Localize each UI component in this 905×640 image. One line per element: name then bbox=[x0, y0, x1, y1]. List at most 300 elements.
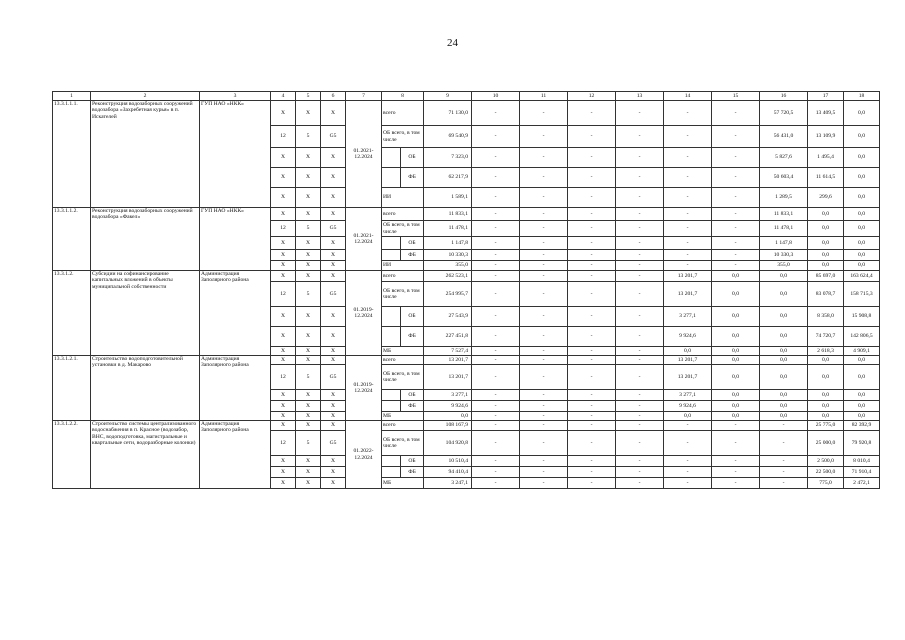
cell-col12: - bbox=[568, 307, 616, 327]
cell-col9: 10 330,3 bbox=[424, 250, 472, 261]
cell-col13: - bbox=[616, 101, 664, 126]
funding-source: ОБ всего, в том числе bbox=[382, 282, 424, 307]
cell-col14: - bbox=[664, 250, 712, 261]
cell-col4: X bbox=[271, 390, 296, 401]
table-row bbox=[53, 208, 880, 221]
cell-col15: - bbox=[712, 467, 760, 478]
cell-col13: - bbox=[616, 271, 664, 282]
cell-col18: 4 909,1 bbox=[844, 347, 880, 356]
cell-col14: - bbox=[664, 261, 712, 271]
cell-col5: X bbox=[296, 327, 321, 347]
cell-col13: - bbox=[616, 456, 664, 467]
cell-col16: - bbox=[760, 478, 808, 489]
cell-col15: 0,0 bbox=[712, 390, 760, 401]
funding-source: ФБ bbox=[401, 467, 424, 478]
item-period: 01.2019-12.2024 bbox=[346, 356, 382, 421]
cell-col16: 5 827,6 bbox=[760, 148, 808, 168]
cell-col9: 227 451,8 bbox=[424, 327, 472, 347]
cell-col16: 57 720,5 bbox=[760, 101, 808, 126]
cell-col16: 355,0 bbox=[760, 261, 808, 271]
cell-col13: - bbox=[616, 412, 664, 421]
cell-col5: 5 bbox=[296, 431, 321, 456]
funding-source: ИИ bbox=[382, 261, 424, 271]
financing-table bbox=[52, 91, 880, 489]
cell-col15: 0,0 bbox=[712, 282, 760, 307]
cell-col9: 62 217,9 bbox=[424, 168, 472, 188]
cell-col11: - bbox=[520, 271, 568, 282]
cell-col15: - bbox=[712, 101, 760, 126]
cell-col9: 11 478,1 bbox=[424, 221, 472, 237]
cell-spacer bbox=[382, 327, 401, 347]
funding-source: МБ bbox=[382, 478, 424, 489]
cell-col12: - bbox=[568, 456, 616, 467]
cell-col13: - bbox=[616, 237, 664, 250]
cell-col9: 108 167,9 bbox=[424, 421, 472, 431]
cell-col9: 1 147,8 bbox=[424, 237, 472, 250]
cell-col5: X bbox=[296, 390, 321, 401]
cell-col16: 0,0 bbox=[760, 390, 808, 401]
cell-col16: - bbox=[760, 467, 808, 478]
funding-source: ОБ всего, в том числе bbox=[382, 221, 424, 237]
cell-col6: X bbox=[321, 101, 346, 126]
cell-col6: X bbox=[321, 271, 346, 282]
cell-col12: - bbox=[568, 250, 616, 261]
cell-col12: - bbox=[568, 401, 616, 412]
cell-col6: X bbox=[321, 478, 346, 489]
cell-col17: 25 000,0 bbox=[808, 431, 844, 456]
cell-col14: - bbox=[664, 126, 712, 148]
cell-col16: - bbox=[760, 431, 808, 456]
item-executor: ГУП НАО «НКК» bbox=[200, 208, 271, 271]
cell-col10: - bbox=[472, 390, 520, 401]
cell-col13: - bbox=[616, 421, 664, 431]
cell-col13: - bbox=[616, 168, 664, 188]
cell-col9: 27 543,9 bbox=[424, 307, 472, 327]
cell-col14: - bbox=[664, 208, 712, 221]
cell-col15: 0,0 bbox=[712, 347, 760, 356]
item-code: 13.3.1.1.1. bbox=[53, 101, 91, 208]
cell-col6: X bbox=[321, 250, 346, 261]
cell-col9: 71 130,0 bbox=[424, 101, 472, 126]
cell-col14: 0,0 bbox=[664, 412, 712, 421]
cell-col11: - bbox=[520, 401, 568, 412]
cell-col14: - bbox=[664, 188, 712, 208]
cell-col6: X bbox=[321, 467, 346, 478]
cell-col17: 1 495,4 bbox=[808, 148, 844, 168]
cell-col11: - bbox=[520, 456, 568, 467]
cell-col10: - bbox=[472, 250, 520, 261]
cell-col13: - bbox=[616, 250, 664, 261]
cell-col9: 7 527,4 bbox=[424, 347, 472, 356]
cell-col11: - bbox=[520, 467, 568, 478]
cell-col11: - bbox=[520, 356, 568, 365]
cell-col13: - bbox=[616, 390, 664, 401]
cell-col17: 2 500,0 bbox=[808, 456, 844, 467]
cell-col4: X bbox=[271, 237, 296, 250]
cell-col18: 0,0 bbox=[844, 250, 880, 261]
cell-col5: 5 bbox=[296, 365, 321, 390]
cell-col4: X bbox=[271, 208, 296, 221]
cell-col11: - bbox=[520, 390, 568, 401]
column-header-18: 18 bbox=[844, 92, 880, 101]
cell-col6: X bbox=[321, 188, 346, 208]
cell-col5: 5 bbox=[296, 282, 321, 307]
cell-col6: X bbox=[321, 412, 346, 421]
funding-source: всего bbox=[382, 356, 424, 365]
cell-col16: 0,0 bbox=[760, 412, 808, 421]
cell-col17: 83 078,7 bbox=[808, 282, 844, 307]
cell-col9: 262 523,1 bbox=[424, 271, 472, 282]
cell-col4: X bbox=[271, 401, 296, 412]
item-name: Строительство водоподготовительной установки в д. Макарово bbox=[91, 356, 200, 421]
cell-col5: X bbox=[296, 401, 321, 412]
cell-col11: - bbox=[520, 126, 568, 148]
column-header-14: 14 bbox=[664, 92, 712, 101]
cell-col10: - bbox=[472, 347, 520, 356]
cell-col6: X bbox=[321, 208, 346, 221]
cell-col4: X bbox=[271, 101, 296, 126]
cell-col4: X bbox=[271, 148, 296, 168]
cell-col4: X bbox=[271, 347, 296, 356]
funding-source: МБ bbox=[382, 412, 424, 421]
funding-source: ОБ bbox=[401, 390, 424, 401]
column-header-11: 11 bbox=[520, 92, 568, 101]
cell-col17: 0,0 bbox=[808, 412, 844, 421]
page-number: 24 bbox=[447, 37, 458, 49]
cell-col14: - bbox=[664, 478, 712, 489]
cell-col12: - bbox=[568, 347, 616, 356]
cell-col9: 1 589,1 bbox=[424, 188, 472, 208]
cell-col14: 13 201,7 bbox=[664, 356, 712, 365]
cell-col16: 11 478,1 bbox=[760, 221, 808, 237]
cell-col16: 0,0 bbox=[760, 327, 808, 347]
cell-col9: 254 995,7 bbox=[424, 282, 472, 307]
cell-col10: - bbox=[472, 168, 520, 188]
cell-col5: X bbox=[296, 148, 321, 168]
item-name: Строительство системы централизованного водоснабжения в п. Красное (водозабор, ВНС, водоподготовка, магистральные и квартальные сети, водоразборные колонки) bbox=[91, 421, 200, 489]
cell-col11: - bbox=[520, 101, 568, 126]
table-row bbox=[53, 356, 880, 365]
cell-col15: - bbox=[712, 148, 760, 168]
cell-col16: 56 431,0 bbox=[760, 126, 808, 148]
cell-col11: - bbox=[520, 365, 568, 390]
cell-col15: - bbox=[712, 188, 760, 208]
funding-source: ФБ bbox=[401, 327, 424, 347]
column-header-17: 17 bbox=[808, 92, 844, 101]
cell-col16: 0,0 bbox=[760, 401, 808, 412]
cell-col5: X bbox=[296, 188, 321, 208]
cell-col12: - bbox=[568, 478, 616, 489]
cell-col15: 0,0 bbox=[712, 412, 760, 421]
cell-col17: 8 358,0 bbox=[808, 307, 844, 327]
item-name: Реконструкция водозаборных сооружений водозабора «Захребетная курья» в п. Искателей bbox=[91, 101, 200, 208]
funding-source: ОБ bbox=[401, 148, 424, 168]
cell-col15: 0,0 bbox=[712, 365, 760, 390]
cell-col9: 13 201,7 bbox=[424, 356, 472, 365]
cell-col12: - bbox=[568, 188, 616, 208]
cell-col5: X bbox=[296, 412, 321, 421]
cell-col14: - bbox=[664, 421, 712, 431]
funding-source: всего bbox=[382, 208, 424, 221]
cell-col16: 1 289,5 bbox=[760, 188, 808, 208]
cell-col15: - bbox=[712, 456, 760, 467]
cell-col12: - bbox=[568, 365, 616, 390]
column-header-13: 13 bbox=[616, 92, 664, 101]
cell-col6: G5 bbox=[321, 431, 346, 456]
cell-col6: X bbox=[321, 148, 346, 168]
cell-col13: - bbox=[616, 307, 664, 327]
cell-col6: X bbox=[321, 237, 346, 250]
cell-col17: 0,0 bbox=[808, 250, 844, 261]
cell-col16: 50 603,4 bbox=[760, 168, 808, 188]
cell-col14: - bbox=[664, 101, 712, 126]
cell-col15: - bbox=[712, 237, 760, 250]
cell-col18: 0,0 bbox=[844, 237, 880, 250]
cell-col13: - bbox=[616, 126, 664, 148]
cell-col6: X bbox=[321, 307, 346, 327]
cell-col18: 0,0 bbox=[844, 126, 880, 148]
cell-col5: X bbox=[296, 237, 321, 250]
cell-col11: - bbox=[520, 208, 568, 221]
cell-col10: - bbox=[472, 221, 520, 237]
item-name: Реконструкция водозаборных сооружений водозабора «Факел» bbox=[91, 208, 200, 271]
cell-spacer bbox=[382, 390, 401, 401]
cell-col10: - bbox=[472, 401, 520, 412]
item-code: 13.3.1.2. bbox=[53, 271, 91, 356]
cell-col9: 7 323,0 bbox=[424, 148, 472, 168]
cell-col16: 0,0 bbox=[760, 307, 808, 327]
cell-col4: X bbox=[271, 250, 296, 261]
cell-col9: 13 201,7 bbox=[424, 365, 472, 390]
funding-source: ОБ всего, в том числе bbox=[382, 431, 424, 456]
cell-col18: 71 910,4 bbox=[844, 467, 880, 478]
cell-col15: 0,0 bbox=[712, 356, 760, 365]
cell-col17: 13 109,9 bbox=[808, 126, 844, 148]
cell-col11: - bbox=[520, 148, 568, 168]
item-period: 01.2021-12.2024 bbox=[346, 208, 382, 271]
cell-col5: X bbox=[296, 456, 321, 467]
cell-spacer bbox=[382, 250, 401, 261]
cell-col18: 0,0 bbox=[844, 188, 880, 208]
cell-col17: 25 775,0 bbox=[808, 421, 844, 431]
cell-col4: X bbox=[271, 467, 296, 478]
cell-col18: 0,0 bbox=[844, 148, 880, 168]
cell-col15: - bbox=[712, 126, 760, 148]
cell-col10: - bbox=[472, 456, 520, 467]
cell-col12: - bbox=[568, 168, 616, 188]
cell-col9: 104 920,8 bbox=[424, 431, 472, 456]
cell-col10: - bbox=[472, 126, 520, 148]
cell-col14: - bbox=[664, 148, 712, 168]
cell-col6: X bbox=[321, 456, 346, 467]
column-header-9: 9 bbox=[424, 92, 472, 101]
cell-col10: - bbox=[472, 412, 520, 421]
cell-col4: X bbox=[271, 478, 296, 489]
cell-col18: 0,0 bbox=[844, 168, 880, 188]
cell-col18: 2 472,1 bbox=[844, 478, 880, 489]
cell-col15: 0,0 bbox=[712, 327, 760, 347]
cell-col15: 0,0 bbox=[712, 307, 760, 327]
cell-spacer bbox=[382, 168, 401, 188]
cell-col13: - bbox=[616, 261, 664, 271]
cell-col17: 0,0 bbox=[808, 208, 844, 221]
item-code: 13.3.1.1.2. bbox=[53, 208, 91, 271]
funding-source: ФБ bbox=[401, 168, 424, 188]
item-executor: Администрация Заполярного района bbox=[200, 421, 271, 489]
cell-col18: 8 010,4 bbox=[844, 456, 880, 467]
cell-col13: - bbox=[616, 221, 664, 237]
cell-col4: 12 bbox=[271, 431, 296, 456]
cell-col6: G5 bbox=[321, 282, 346, 307]
funding-source: ФБ bbox=[401, 401, 424, 412]
cell-col16: - bbox=[760, 456, 808, 467]
cell-col4: X bbox=[271, 356, 296, 365]
cell-col16: 0,0 bbox=[760, 356, 808, 365]
item-executor: ГУП НАО «НКК» bbox=[200, 101, 271, 208]
cell-spacer bbox=[382, 467, 401, 478]
cell-col10: - bbox=[472, 282, 520, 307]
cell-col4: X bbox=[271, 168, 296, 188]
cell-col11: - bbox=[520, 237, 568, 250]
cell-col16: - bbox=[760, 421, 808, 431]
funding-source: ИИ bbox=[382, 188, 424, 208]
cell-col16: 11 833,1 bbox=[760, 208, 808, 221]
funding-source: всего bbox=[382, 271, 424, 282]
cell-col10: - bbox=[472, 307, 520, 327]
cell-col5: X bbox=[296, 168, 321, 188]
item-code: 13.3.1.2.2. bbox=[53, 421, 91, 489]
cell-spacer bbox=[382, 307, 401, 327]
cell-col14: 3 277,1 bbox=[664, 307, 712, 327]
cell-col13: - bbox=[616, 365, 664, 390]
cell-col17: 74 720,7 bbox=[808, 327, 844, 347]
cell-col10: - bbox=[472, 261, 520, 271]
item-period: 01.2019-12.2024 bbox=[346, 271, 382, 356]
cell-col14: - bbox=[664, 431, 712, 456]
cell-col13: - bbox=[616, 467, 664, 478]
cell-col17: 0,0 bbox=[808, 365, 844, 390]
cell-col14: 9 924,6 bbox=[664, 327, 712, 347]
cell-col16: 10 330,3 bbox=[760, 250, 808, 261]
cell-col5: 5 bbox=[296, 126, 321, 148]
cell-col17: 85 697,0 bbox=[808, 271, 844, 282]
cell-col14: - bbox=[664, 221, 712, 237]
funding-source: всего bbox=[382, 421, 424, 431]
cell-col6: X bbox=[321, 261, 346, 271]
cell-spacer bbox=[382, 237, 401, 250]
cell-col11: - bbox=[520, 188, 568, 208]
cell-col9: 355,0 bbox=[424, 261, 472, 271]
cell-col5: X bbox=[296, 307, 321, 327]
cell-col17: 775,0 bbox=[808, 478, 844, 489]
cell-col5: X bbox=[296, 271, 321, 282]
cell-col4: 12 bbox=[271, 365, 296, 390]
cell-col4: 12 bbox=[271, 221, 296, 237]
cell-spacer bbox=[382, 401, 401, 412]
cell-col13: - bbox=[616, 208, 664, 221]
cell-col10: - bbox=[472, 237, 520, 250]
cell-col12: - bbox=[568, 467, 616, 478]
cell-col17: 299,6 bbox=[808, 188, 844, 208]
cell-col13: - bbox=[616, 356, 664, 365]
cell-col11: - bbox=[520, 250, 568, 261]
cell-col12: - bbox=[568, 421, 616, 431]
cell-col4: X bbox=[271, 421, 296, 431]
cell-col18: 0,0 bbox=[844, 261, 880, 271]
cell-col12: - bbox=[568, 271, 616, 282]
cell-col6: X bbox=[321, 390, 346, 401]
cell-col11: - bbox=[520, 327, 568, 347]
item-name: Субсидии на софинансирование капитальных вложений в объекты муниципальной собственности bbox=[91, 271, 200, 356]
cell-col9: 3 247,1 bbox=[424, 478, 472, 489]
cell-col14: - bbox=[664, 467, 712, 478]
cell-col15: - bbox=[712, 168, 760, 188]
cell-col17: 0,0 bbox=[808, 401, 844, 412]
cell-col12: - bbox=[568, 356, 616, 365]
cell-col10: - bbox=[472, 188, 520, 208]
cell-col16: 0,0 bbox=[760, 271, 808, 282]
cell-col10: - bbox=[472, 467, 520, 478]
cell-col13: - bbox=[616, 401, 664, 412]
cell-col5: X bbox=[296, 478, 321, 489]
cell-col15: 0,0 bbox=[712, 271, 760, 282]
funding-source: всего bbox=[382, 101, 424, 126]
cell-col9: 11 833,1 bbox=[424, 208, 472, 221]
item-executor: Администрация Заполярного района bbox=[200, 356, 271, 421]
column-header-5: 5 bbox=[296, 92, 321, 101]
cell-col13: - bbox=[616, 347, 664, 356]
cell-col5: X bbox=[296, 356, 321, 365]
cell-col10: - bbox=[472, 327, 520, 347]
cell-col18: 0,0 bbox=[844, 365, 880, 390]
cell-col18: 163 624,4 bbox=[844, 271, 880, 282]
funding-source: ОБ bbox=[401, 456, 424, 467]
cell-col16: 0,0 bbox=[760, 282, 808, 307]
cell-col18: 15 908,8 bbox=[844, 307, 880, 327]
cell-col17: 13 409,5 bbox=[808, 101, 844, 126]
column-header-12: 12 bbox=[568, 92, 616, 101]
cell-col14: - bbox=[664, 456, 712, 467]
item-period: 01.2022-12.2024 bbox=[346, 421, 382, 489]
cell-spacer bbox=[382, 148, 401, 168]
cell-col5: X bbox=[296, 101, 321, 126]
cell-col9: 0,0 bbox=[424, 412, 472, 421]
table-row bbox=[53, 271, 880, 282]
cell-col4: X bbox=[271, 188, 296, 208]
cell-col10: - bbox=[472, 478, 520, 489]
cell-col9: 10 510,4 bbox=[424, 456, 472, 467]
funding-source: ОБ bbox=[401, 307, 424, 327]
cell-col14: 3 277,1 bbox=[664, 390, 712, 401]
cell-col17: 0,0 bbox=[808, 237, 844, 250]
cell-col13: - bbox=[616, 148, 664, 168]
cell-col9: 3 277,1 bbox=[424, 390, 472, 401]
cell-col12: - bbox=[568, 126, 616, 148]
cell-col4: X bbox=[271, 456, 296, 467]
cell-col11: - bbox=[520, 478, 568, 489]
cell-col18: 0,0 bbox=[844, 401, 880, 412]
column-header-8: 8 bbox=[382, 92, 424, 101]
cell-col18: 0,0 bbox=[844, 356, 880, 365]
cell-col12: - bbox=[568, 101, 616, 126]
cell-col9: 69 540,9 bbox=[424, 126, 472, 148]
cell-col14: 0,0 bbox=[664, 347, 712, 356]
cell-col6: X bbox=[321, 327, 346, 347]
cell-col5: X bbox=[296, 467, 321, 478]
cell-col11: - bbox=[520, 412, 568, 421]
cell-col14: - bbox=[664, 237, 712, 250]
cell-col9: 9 924,6 bbox=[424, 401, 472, 412]
